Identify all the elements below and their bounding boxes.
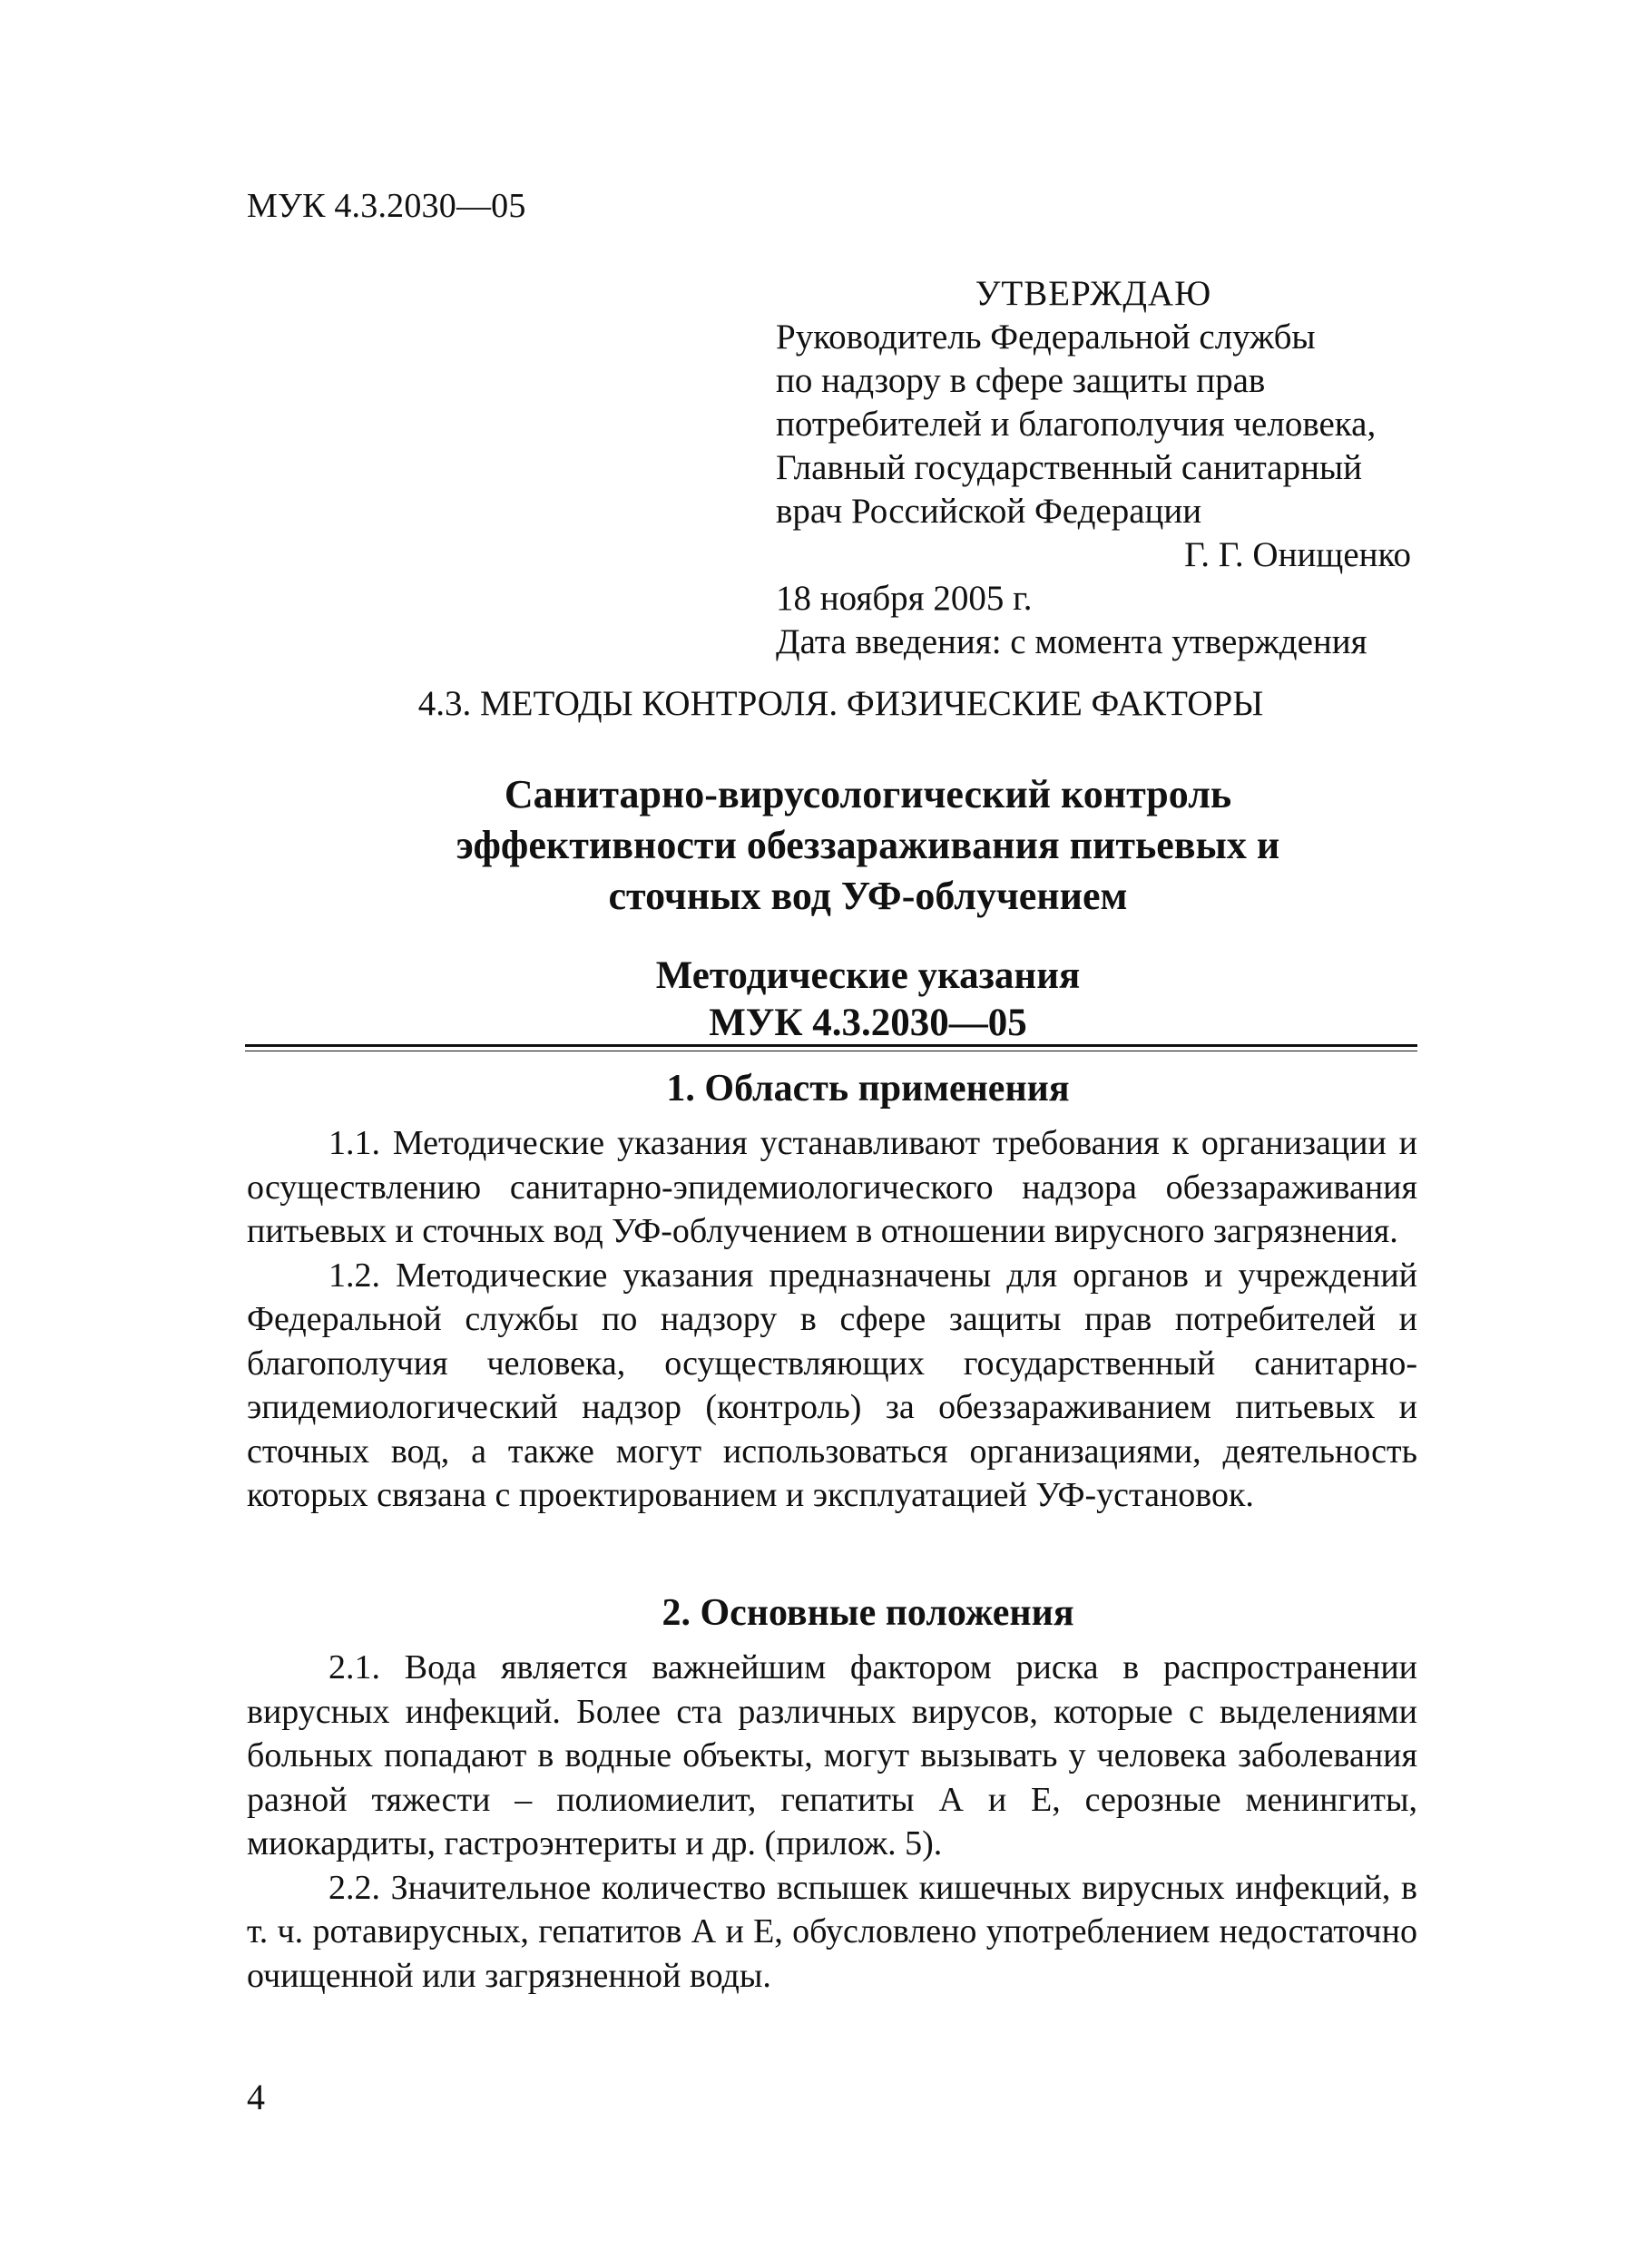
approval-line: Руководитель Федеральной службы bbox=[776, 318, 1316, 357]
approval-date: 18 ноября 2005 г. bbox=[776, 579, 1033, 618]
document-title-line: Санитарно-вирусологический контроль bbox=[504, 772, 1232, 816]
document-title bbox=[0, 769, 1627, 922]
approval-line: врач Российской Федерации bbox=[776, 492, 1202, 531]
approval-line: Главный государственный санитарный bbox=[776, 448, 1363, 487]
document-title-line: сточных вод УФ-облучением bbox=[608, 874, 1128, 918]
paragraph: 2.2. Значительное количество вспышек кишечных вирусных инфекций, в т. ч. ротавирусных, гепатитов А и Е, обусловлено употреблением недостаточно очищенной или загрязненной воды. bbox=[247, 1868, 1417, 1995]
document-title-line: эффективности обеззараживания питьевых и bbox=[456, 823, 1280, 867]
section-heading-scope: 1. Область применения bbox=[666, 1068, 1070, 1110]
approval-effective-date: Дата введения: с момента утверждения bbox=[776, 622, 1367, 661]
page-number: 4 bbox=[247, 2077, 265, 2117]
paragraph: 2.1. Вода является важнейшим фактором риска в распространении вирусных инфекций. Более ста различных вирусов, которые с выделениями больных попадают в водные объекты, могут вызывать у человека заболевания разной тяжести – полиомиелит, гепатиты А и Е, серозные менингиты, миокардиты, гастроэнтериты и др. (прилож. 5). bbox=[247, 1648, 1417, 1862]
horizontal-rule bbox=[245, 1044, 1417, 1047]
guidelines-code: МУК 4.3.2030—05 bbox=[709, 1002, 1027, 1044]
guidelines-label: Методические указания bbox=[655, 954, 1081, 997]
document-code-header: МУК 4.3.2030—05 bbox=[247, 187, 526, 225]
approval-signer: Г. Г. Онищенко bbox=[1184, 535, 1411, 574]
section-heading-basics: 2. Основные положения bbox=[662, 1592, 1074, 1634]
approval-line: потребителей и благополучия человека, bbox=[776, 405, 1377, 444]
paragraph: 1.2. Методические указания предназначены для органов и учреждений Федеральной службы по надзору в сфере защиты прав потребителей и благополучия человека, осуществляющих государственный санитарно-эпидемиологический надзор (контроль) за обеззараживанием питьевых и сточных вод, а также могут использоваться организациями, деятельность которых связана с проектированием и эксплуатацией УФ-установок. bbox=[247, 1256, 1417, 1514]
section-body-basics bbox=[247, 1646, 1417, 1998]
approval-block bbox=[776, 272, 1411, 664]
paragraph: 1.1. Методические указания устанавливают требования к организации и осуществлению санитарно-эпидемиологического надзора обеззараживания питьевых и сточных вод УФ-облучением в отношении вирусного загрязнения. bbox=[247, 1124, 1417, 1250]
section-body-scope bbox=[247, 1121, 1417, 1518]
approval-line: по надзору в сфере защиты прав bbox=[776, 361, 1266, 400]
section-category-label: 4.3. МЕТОДЫ КОНТРОЛЯ. ФИЗИЧЕСКИЕ ФАКТОРЫ bbox=[417, 684, 1264, 723]
guidelines-designation bbox=[0, 953, 1627, 1047]
approval-heading: УТВЕРЖДАЮ bbox=[975, 274, 1212, 313]
